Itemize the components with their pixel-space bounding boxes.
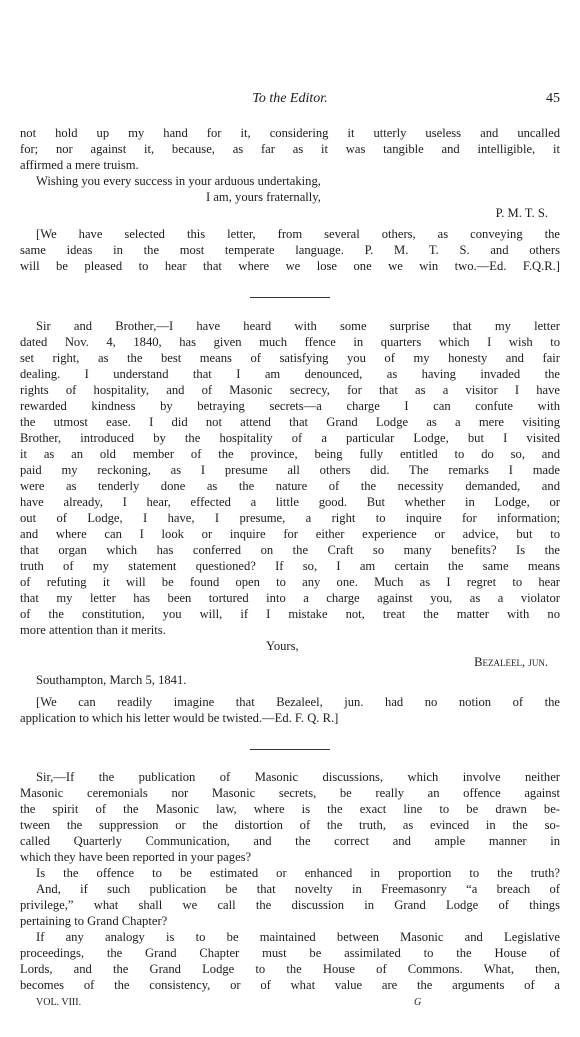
text-line: dated Nov. 4, 1840, has given much ffence in quarters which I wish to <box>20 335 560 349</box>
text-line: truth of my statement questioned? If so, I am certain the same means <box>20 559 560 573</box>
text-line: affirmed a mere truism. <box>20 158 139 172</box>
place-date: Southampton, March 5, 1841. <box>36 673 187 687</box>
text-line: If any analogy is to be maintained between Masonic and Legislative <box>36 930 560 944</box>
text-line: paid my reckoning, as I presume all others did. The remarks I made <box>20 463 560 477</box>
editor-note-line: application to which his letter would be twisted.—Ed. F. Q. R.] <box>20 711 339 725</box>
running-header <box>20 91 560 109</box>
editor-note-line: [We can readily imagine that Bezaleel, jun. had no notion of the <box>36 695 560 709</box>
text-line: not hold up my hand for it, considering it utterly useless and uncalled <box>20 126 560 140</box>
section-divider <box>250 749 330 750</box>
text-line: for; nor against it, because, as far as it was tangible and intelligible, it <box>20 142 560 156</box>
text-line: the utmost ease. I did not attend that Grand Lodge as a mere visiting <box>20 415 560 429</box>
text-line: Masonic ceremonials nor Masonic secrets, be really an offence against <box>20 786 560 800</box>
text-line: the spirit of the Masonic law, where is the exact line to be drawn be- <box>20 802 560 816</box>
text-line: rewarded kindness by betraying secrets—a charge I can confute with <box>20 399 560 413</box>
text-line: Brother, introduced by the hospitality of a particular Lodge, but I visited <box>20 431 560 445</box>
text-line: more attention than it merits. <box>20 623 166 637</box>
letter-signature: Bezaleel, jun. <box>474 655 548 669</box>
text-line: Sir,—If the publication of Masonic discussions, which involve neither <box>36 770 560 784</box>
text-line: were as tenderly done as the nature of the necessity demanded, and <box>20 479 560 493</box>
volume-mark: VOL. VIII. <box>36 997 82 1008</box>
letter-closing: I am, yours fraternally, <box>206 190 321 204</box>
text-line: that organ which has conferred on the Craft so many benefits? Is the <box>20 543 560 557</box>
signature-mark: G <box>414 997 422 1008</box>
text-line: Is the offence to be estimated or enhanced in proportion to the truth? <box>36 866 560 880</box>
text-line: out of Lodge, I have, I presume, a right to inquire for information; <box>20 511 560 525</box>
text-line: of refuting it will be found open to any one. Much as I regret to hear <box>20 575 560 589</box>
text-line: and where can I look or inquire for either experience or advice, but to <box>20 527 560 541</box>
text-line: have already, I hear, effected a little good. But whether in Lodge, or <box>20 495 560 509</box>
text-line: of the constitution, you will, if I mistake not, treat the matter with no <box>20 607 560 621</box>
text-line: privilege,” what shall we call the discussion in Grand Lodge of things <box>20 898 560 912</box>
editor-note-line: same ideas in the most temperate language. P. M. T. S. and others <box>20 243 560 257</box>
text-line: Wishing you every success in your arduous undertaking, <box>36 174 321 188</box>
text-line: becomes of the consistency, or of what value are the arguments of a <box>20 978 560 992</box>
text-line: And, if such publication be that novelty in Freemasonry “a breach of <box>36 882 560 896</box>
text-line: dealing. I understand that I am denounced, as having invaded the <box>20 367 560 381</box>
text-line: Sir and Brother,—I have heard with some surprise that my letter <box>36 319 560 333</box>
letter-signature: P. M. T. S. <box>495 206 548 220</box>
editor-note-line: will be pleased to hear that where we lose one we win two.—Ed. F.Q.R.] <box>20 259 560 273</box>
running-title: To the Editor. <box>252 91 328 106</box>
text-line: set right, as the best means of satisfying you of my honesty and fair <box>20 351 560 365</box>
text-line: tween the suppression or the distortion of the truth, as evinced in the so- <box>20 818 560 832</box>
text-line: that my letter has been tortured into a charge against you, as a violator <box>20 591 560 605</box>
editor-note-line: [We have selected this letter, from several others, as conveying the <box>36 227 560 241</box>
text-line: which they have been reported in your pages? <box>20 850 252 864</box>
text-line: called Quarterly Communication, and the correct and ample manner in <box>20 834 560 848</box>
text-line: rights of hospitality, and of Masonic secrecy, for that as a visitor I have <box>20 383 560 397</box>
section-divider <box>250 297 330 298</box>
text-line: it as an old member of the province, being fully entitled to do so, and <box>20 447 560 461</box>
letter-closing: Yours, <box>266 639 299 653</box>
text-line: pertaining to Grand Chapter? <box>20 914 168 928</box>
text-line: Lords, and the Grand Lodge to the House of Commons. What, then, <box>20 962 560 976</box>
page-number: 45 <box>546 91 560 106</box>
text-line: proceedings, the Grand Chapter must be assimilated to the House of <box>20 946 560 960</box>
